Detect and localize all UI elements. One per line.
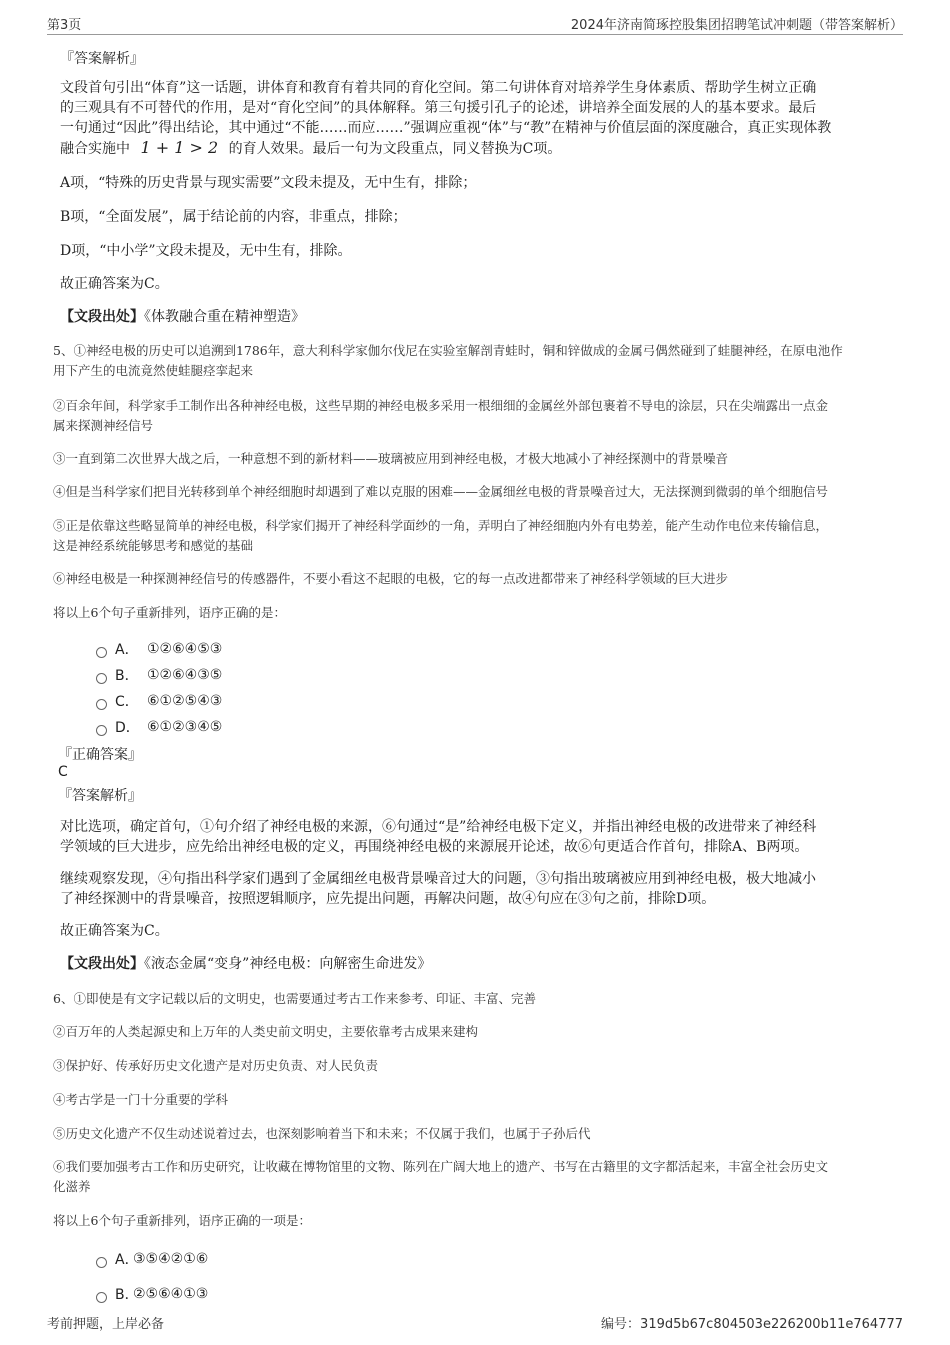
q5-analysis-label: 『答案解析』 bbox=[58, 788, 142, 804]
q4-analysis-line: 的三观具有不可替代的作用，是对“育化空间”的具体解释。第三句援引孔子的论述，讲培养全面发展的人的基本要求。最后 bbox=[60, 100, 817, 116]
source-title: 《液态金属“变身”神经电极：向解密生命进发》 bbox=[144, 956, 432, 972]
source-label: 【文段出处】 bbox=[60, 309, 144, 325]
q5-sentence-3: ③一直到第二次世界大战之后，一种意想不到的新材料——玻璃被应用到神经电极，才极大地减小了神经探测中的背景噪音 bbox=[53, 451, 729, 466]
document-serial: 编号：319d5b67c804503e226200b11e764777 bbox=[601, 1317, 903, 1332]
document-title: 2024年济南简琢控股集团招聘笔试冲刺题（带答案解析） bbox=[570, 18, 903, 33]
q6-option-a[interactable]: A． ③⑤④②①⑥ bbox=[96, 1249, 208, 1269]
radio-icon[interactable] bbox=[96, 1292, 107, 1303]
q6-sentence-2: ②百万年的人类起源史和上万年的人类史前文明史，主要依靠考古成果来建构 bbox=[53, 1024, 479, 1039]
q5-sentence-1: 5、①神经电极的历史可以追溯到1786年，意大利科学家伽尔伐尼在实验室解剖青蛙时，铜和锌做成的金属弓偶然碰到了蛙腿神经，在原电池作 用下产生的电流竟然使蛙腿痉挛起来 bbox=[53, 343, 843, 378]
q5-option-c[interactable]: C． ⑥①②⑤④③ bbox=[96, 691, 222, 711]
radio-icon[interactable] bbox=[96, 1257, 107, 1268]
q4-analysis-line: 一句通过“因此”得出结论，其中通过“不能……而应……”强调应重视“体”与“教”在精神与价值层面的深度融合，真正实现体教 bbox=[60, 120, 832, 136]
q5-analysis-paragraph-2: 继续观察发现，④句指出科学家们遇到了金属细丝电极背景噪音过大的问题，③句指出玻璃被应用到神经电极，极大地减小 了神经探测中的背景噪音，按照逻辑顺序，应先提出问题，再解决问题，故④句应在③句之前，排除D项。 bbox=[60, 871, 816, 907]
q6-sentence-3: ③保护好、传承好历史文化遗产是对历史负责、对人民负责 bbox=[53, 1058, 379, 1073]
q5-sentence-2: ②百余年间，科学家手工制作出各种神经电极，这些早期的神经电极多采用一根细细的金属丝外部包裹着不导电的涂层，只在尖端露出一点金 属来探测神经信号 bbox=[53, 398, 829, 433]
q5-sentence-4: ④但是当科学家们把目光转移到单个神经细胞时却遇到了难以克服的困难——金属细丝电极的背景噪音过大，无法探测到微弱的单个细胞信号 bbox=[53, 484, 829, 499]
page-number: 第3页 bbox=[47, 18, 82, 33]
q5-sentence-6: ⑥神经电极是一种探测神经信号的传感器件，不要小看这不起眼的电极，它的每一点改进都带来了神经科学领域的巨大进步 bbox=[53, 571, 729, 586]
q5-option-b[interactable]: B． ①②⑥④③⑤ bbox=[96, 665, 222, 685]
q5-option-d[interactable]: D． ⑥①②③④⑤ bbox=[96, 717, 222, 737]
source-title: 《体教融合重在精神塑造》 bbox=[144, 309, 305, 325]
q6-option-b[interactable]: B． ②⑤⑥④①③ bbox=[96, 1284, 208, 1304]
q5-sentence-5: ⑤正是依靠这些略显简单的神经电极，科学家们揭开了神经科学面纱的一角，弄明白了神经细胞内外有电势差，能产生动作电位来传输信息， 这是神经系统能够思考和感觉的基础 bbox=[53, 518, 829, 553]
radio-icon[interactable] bbox=[96, 699, 107, 710]
q4-eliminate-d: D项，“中小学”文段未提及，无中生有，排除。 bbox=[60, 243, 352, 259]
q5-analysis-paragraph-1: 对比选项，确定首句，①句介绍了神经电极的来源，⑥句通过“是”给神经电极下定义，并指出神经电极的改进带来了神经科 学领域的巨大进步，应先给出神经电极的定义，再围绕神经电极的来源展开论述，故⑥句更适合作首句，排除A、B两项。 bbox=[60, 819, 817, 855]
q5-option-a[interactable]: A． ①②⑥④⑤③ bbox=[96, 639, 222, 659]
math-expression: 1 + 1 > 2 bbox=[140, 138, 219, 157]
q4-analysis-line: 融合实施中 1 + 1 > 2 的育人效果。最后一句为文段重点，同义替换为C项。 bbox=[60, 138, 562, 157]
q5-answer-label: 『正确答案』 bbox=[58, 747, 142, 763]
q5-conclusion: 故正确答案为C。 bbox=[60, 923, 169, 939]
q4-eliminate-b: B项，“全面发展”，属于结论前的内容，非重点，排除； bbox=[60, 209, 407, 225]
radio-icon[interactable] bbox=[96, 673, 107, 684]
radio-icon[interactable] bbox=[96, 725, 107, 736]
q6-prompt: 将以上6个句子重新排列，语序正确的一项是： bbox=[53, 1213, 311, 1228]
q6-sentence-5: ⑤历史文化遗产不仅生动述说着过去，也深刻影响着当下和未来；不仅属于我们，也属于子孙后代 bbox=[53, 1126, 591, 1141]
q6-sentence-6: ⑥我们要加强考古工作和历史研究，让收藏在博物馆里的文物、陈列在广阔大地上的遗产、书写在古籍里的文字都活起来，丰富全社会历史文 化滋养 bbox=[53, 1159, 829, 1194]
q4-analysis-paragraph bbox=[60, 78, 831, 159]
q4-source bbox=[60, 307, 305, 327]
q4-eliminate-a: A项，“特殊的历史背景与现实需要”文段未提及，无中生有，排除； bbox=[60, 175, 477, 191]
q5-prompt: 将以上6个句子重新排列，语序正确的是： bbox=[53, 605, 286, 620]
q5-answer: C bbox=[58, 764, 68, 780]
page-header bbox=[47, 12, 903, 35]
q4-analysis-label: 『答案解析』 bbox=[60, 51, 144, 67]
q4-analysis-line: 文段首句引出“体育”这一话题，讲体育和教育有着共同的育化空间。第二句讲体育对培养学生身体素质、帮助学生树立正确 bbox=[60, 80, 817, 96]
q4-conclusion: 故正确答案为C。 bbox=[60, 276, 169, 292]
footer-slogan: 考前押题，上岸必备 bbox=[47, 1317, 165, 1332]
q6-sentence-1: 6、①即使是有文字记载以后的文明史，也需要通过考古工作来参考、印证、丰富、完善 bbox=[53, 991, 536, 1006]
radio-icon[interactable] bbox=[96, 647, 107, 658]
q6-sentence-4: ④考古学是一门十分重要的学科 bbox=[53, 1092, 229, 1107]
source-label: 【文段出处】 bbox=[60, 956, 144, 972]
q5-source bbox=[60, 954, 431, 974]
